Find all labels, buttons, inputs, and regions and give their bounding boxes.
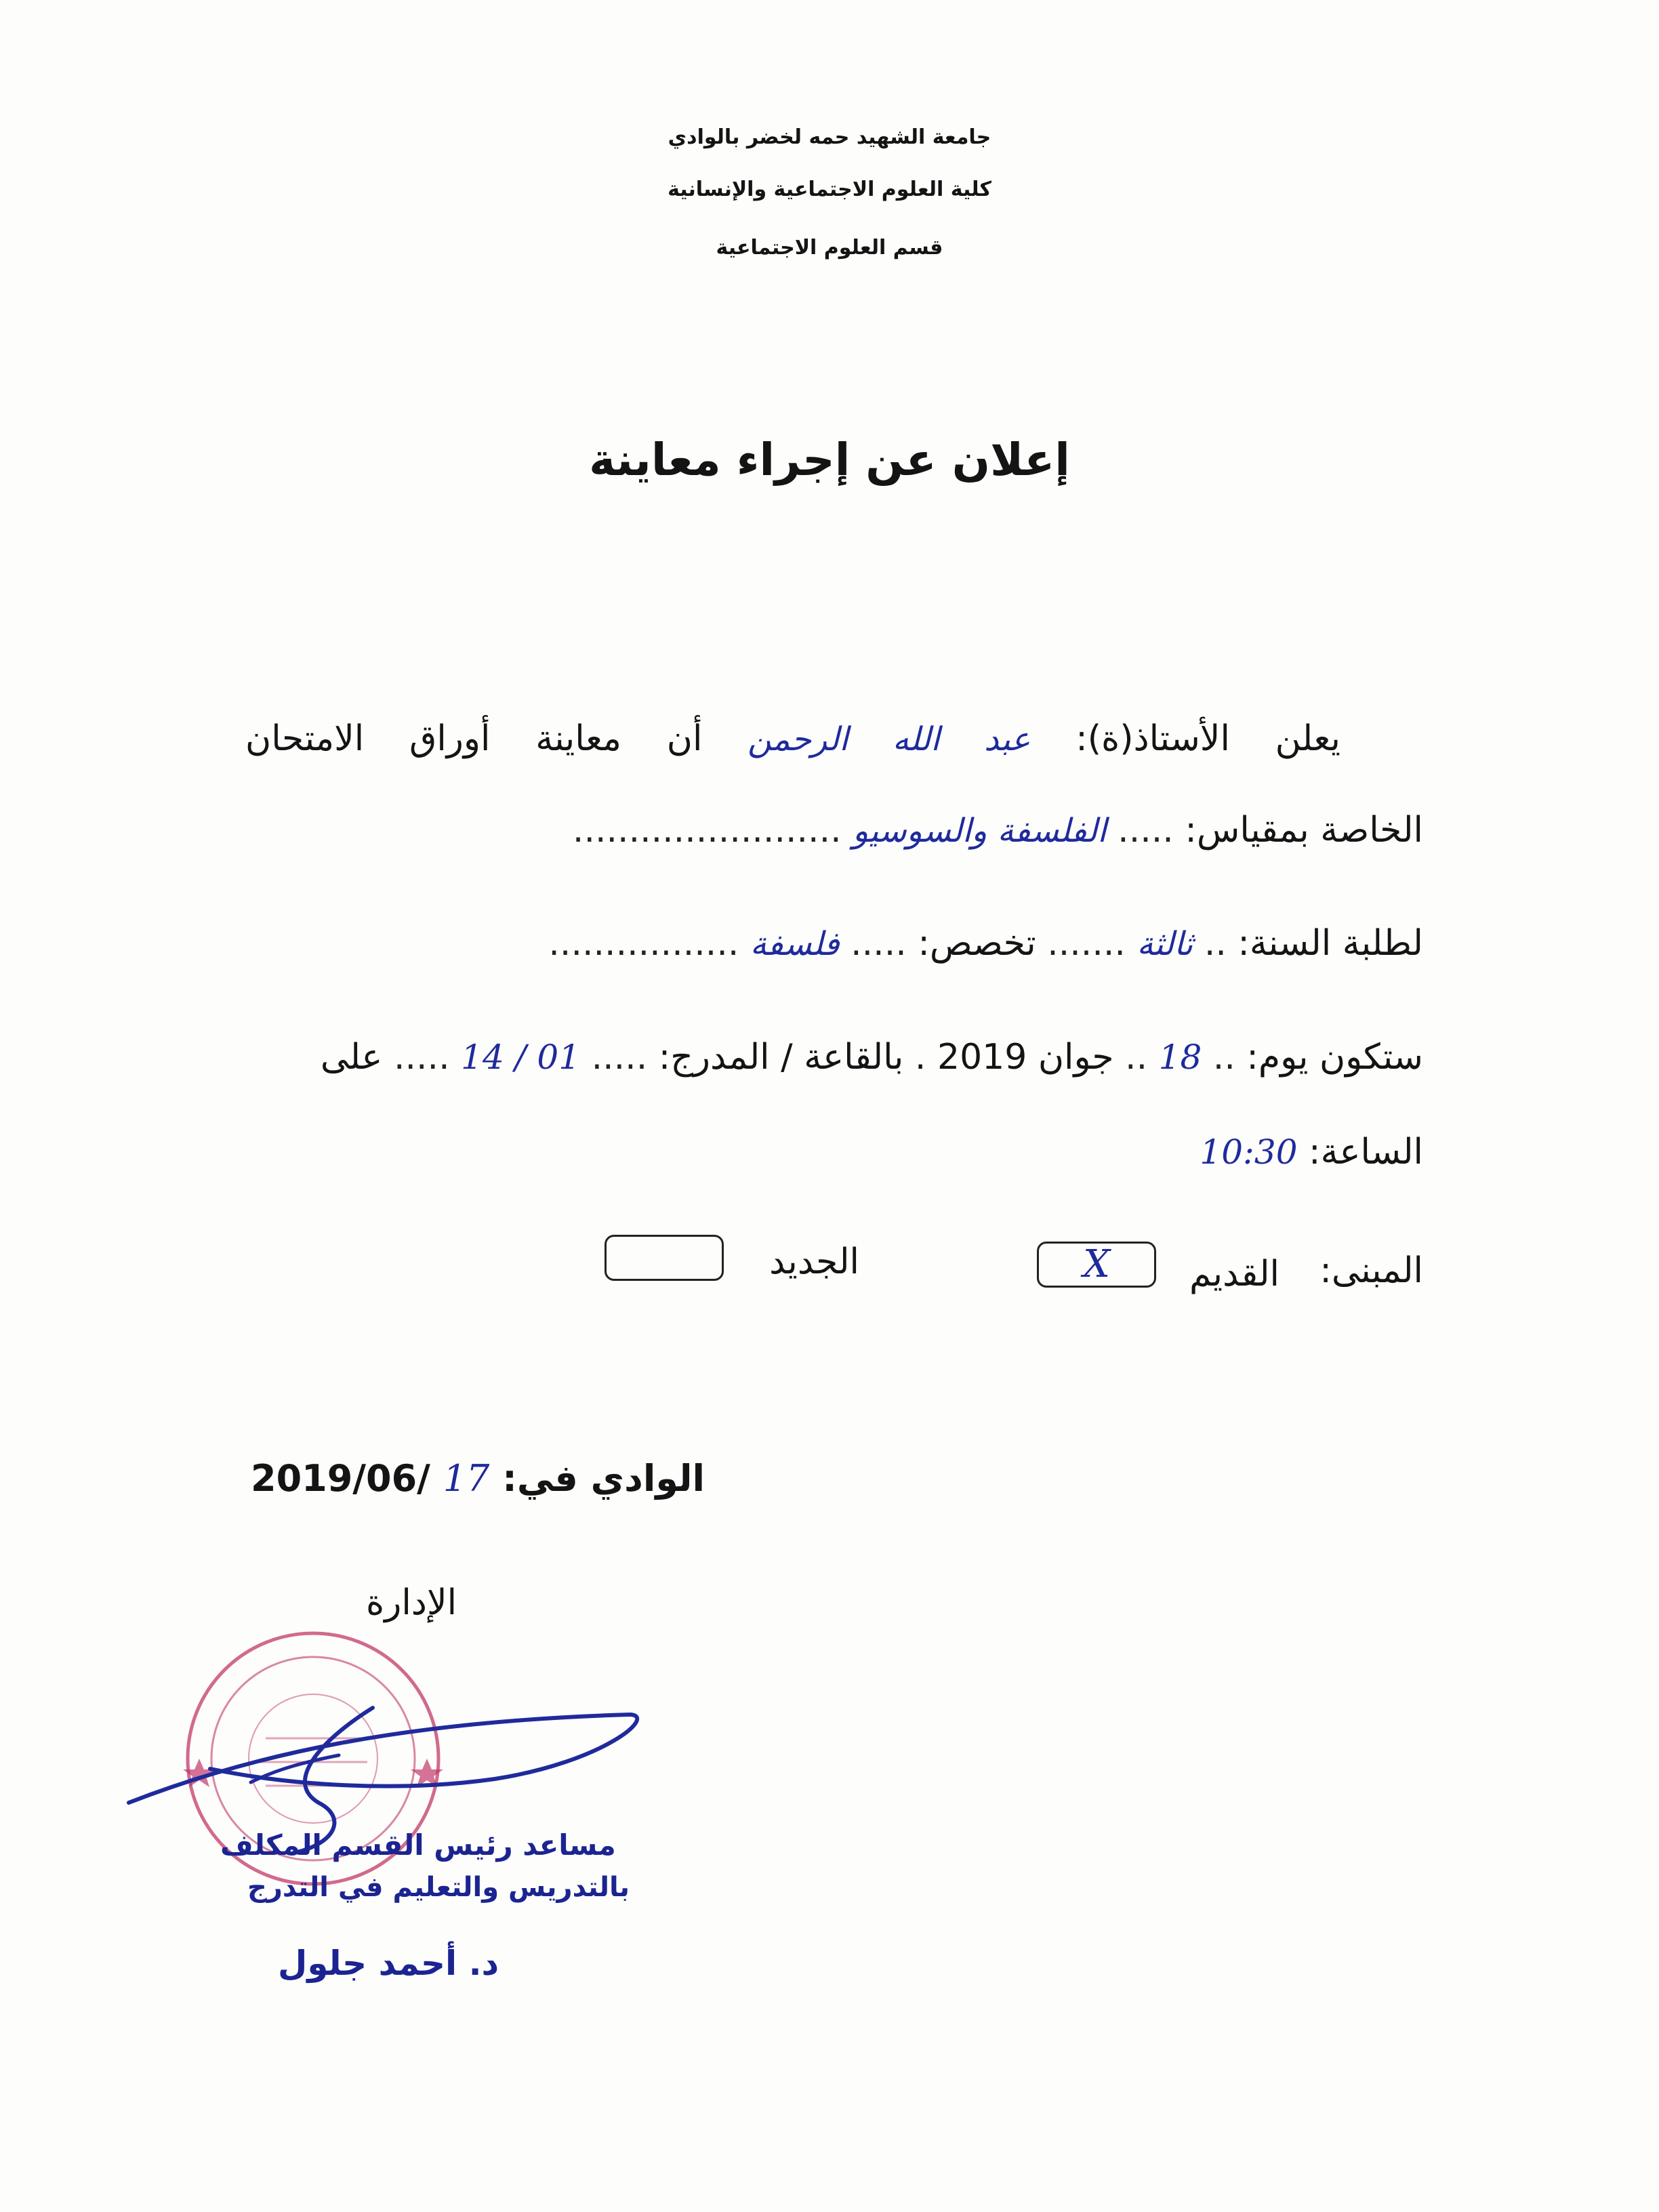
- building-label: المبنى:: [1319, 1250, 1423, 1291]
- building-new-checkbox[interactable]: [605, 1235, 724, 1281]
- body-line-5: [1200, 1132, 1423, 1172]
- line3-mid: تخصص:: [918, 923, 1036, 964]
- date-line: [251, 1457, 705, 1500]
- stamp-line-3: د. أحمد جلول: [278, 1944, 499, 1983]
- line4-suffix: على: [320, 1037, 383, 1078]
- admin-label: الإدارة: [366, 1582, 457, 1623]
- header-faculty: كلية العلوم الاجتماعية والإنسانية: [668, 178, 991, 201]
- building-old-label: القديم: [1189, 1254, 1279, 1294]
- line1-suffix: أن معاينة أوراق الامتحان: [245, 718, 703, 759]
- line4-prefix: ستكون يوم:: [1246, 1037, 1423, 1078]
- date-place: الوادي في:: [502, 1457, 705, 1500]
- line4-handwritten-day: 18: [1158, 1038, 1202, 1077]
- line4-mid: جوان 2019 . بالقاعة / المدرج:: [658, 1037, 1114, 1078]
- line2-handwritten-module: الفلسفة والسوسيو: [853, 812, 1107, 850]
- building-old-check-mark: X: [1083, 1242, 1110, 1286]
- line5-prefix: الساعة:: [1309, 1132, 1423, 1172]
- date-rest: 2019/06/: [251, 1457, 430, 1500]
- body-line-3: لطلبة السنة: .. ثالثة ....... تخصص: ..... فلسفة .................: [548, 923, 1423, 964]
- building-new-label: الجديد: [769, 1242, 859, 1282]
- line4-handwritten-room: 01 / 14: [461, 1038, 581, 1077]
- body-line-1: [245, 718, 1340, 759]
- header-department: قسم العلوم الاجتماعية: [716, 236, 943, 260]
- header-university: جامعة الشهيد حمه لخضر بالوادي: [668, 125, 991, 149]
- line1-handwritten-name: عبد الله الرحمن: [747, 720, 1031, 758]
- body-line-4: ستكون يوم: .. 18 .. جوان 2019 . بالقاعة / المدرج: ..... 01 / 14 ..... على: [320, 1037, 1423, 1078]
- line5-handwritten-time: 10:30: [1200, 1132, 1298, 1172]
- line3-handwritten-year: ثالثة: [1136, 925, 1193, 963]
- page-title: إعلان عن إجراء معاينة: [589, 434, 1070, 486]
- date-handwritten-day: 17: [443, 1457, 490, 1500]
- body-line-2: الخاصة بمقياس: ..... الفلسفة والسوسيو ........................: [572, 810, 1423, 851]
- line1-prefix: يعلن الأستاذ(ة):: [1076, 718, 1340, 759]
- building-old-checkbox[interactable]: [1037, 1242, 1156, 1288]
- line2-prefix: الخاصة بمقياس:: [1185, 810, 1423, 851]
- line3-handwritten-specialty: فلسفة: [750, 925, 840, 963]
- stamp-line-2: بالتدريس والتعليم في التدرج: [247, 1872, 630, 1903]
- stamp-line-1: مساعد رئيس القسم المكلف: [220, 1828, 616, 1862]
- line3-prefix: لطلبة السنة:: [1237, 923, 1423, 964]
